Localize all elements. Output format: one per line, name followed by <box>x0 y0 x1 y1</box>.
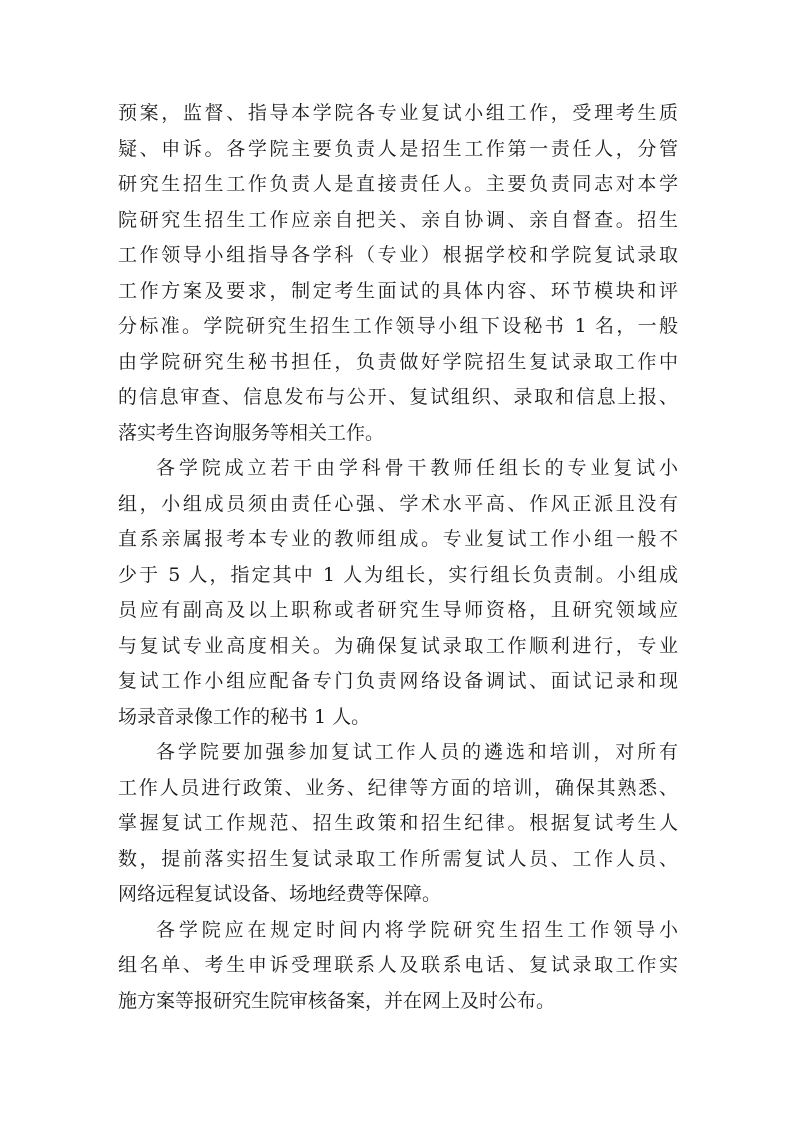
text-line: 工作人员进行政策、业务、纪律等方面的培训，确保其熟悉、 <box>118 776 678 799</box>
text-line: 各学院应在规定时间内将学院研究生招生工作领导小 <box>156 918 678 941</box>
paragraph-3 <box>118 735 678 913</box>
text-line: 各学院要加强参加复试工作人员的遴选和培训，对所有 <box>156 741 678 763</box>
text-line: 少于 5 人，指定其中 1 人为组长，实行组长负责制。小组成 <box>118 563 678 586</box>
text-line: 疑、申诉。各学院主要负责人是招生工作第一责任人，分管 <box>118 137 678 160</box>
text-line: 预案，监督、指导本学院各专业复试小组工作，受理考生质 <box>118 102 678 124</box>
text-line: 分标准。学院研究生招生工作领导小组下设秘书 1 名，一般 <box>118 315 678 337</box>
text-line: 研究生招生工作负责人是直接责任人。主要负责同志对本学 <box>118 173 678 195</box>
text-line: 工作领导小组指导各学科（专业）根据学校和学院复试录取 <box>118 244 678 266</box>
text-line: 员应有副高及以上职称或者研究生导师资格，且研究领域应 <box>118 599 678 621</box>
text-line: 与复试专业高度相关。为确保复试录取工作顺利进行，专业 <box>118 634 678 657</box>
paragraph-4 <box>118 913 678 1020</box>
text-line: 由学院研究生秘书担任，负责做好学院招生复试录取工作中 <box>118 350 678 373</box>
text-line: 组，小组成员须由责任心强、学术水平高、作风正派且没有 <box>118 492 678 515</box>
text-line: 院研究生招生工作应亲自把关、亲自协调、亲自督查。招生 <box>118 208 678 231</box>
document-body <box>118 96 678 1019</box>
text-line: 网络远程复试设备、场地经费等保障。 <box>118 883 442 905</box>
text-line: 直系亲属报考本专业的教师组成。专业复试工作小组一般不 <box>118 528 678 550</box>
text-line: 场录音录像工作的秘书 1 人。 <box>118 705 371 728</box>
paragraph-1 <box>118 96 678 451</box>
text-line: 数，提前落实招生复试录取工作所需复试人员、工作人员、 <box>118 847 678 870</box>
text-line: 施方案等报研究生院审核备案，并在网上及时公布。 <box>118 989 556 1012</box>
text-line: 的信息审查、信息发布与公开、复试组织、录取和信息上报、 <box>118 386 678 408</box>
text-line: 落实考生咨询服务等相关工作。 <box>118 421 385 444</box>
text-line: 工作方案及要求，制定考生面试的具体内容、环节模块和评 <box>118 279 678 302</box>
text-line: 复试工作小组应配备专门负责网络设备调试、面试记录和现 <box>118 670 678 692</box>
paragraph-2 <box>118 451 678 735</box>
text-line: 掌握复试工作规范、招生政策和招生纪律。根据复试考生人 <box>118 812 678 834</box>
text-line: 各学院成立若干由学科骨干教师任组长的专业复试小 <box>156 457 678 479</box>
text-line: 组名单、考生申诉受理联系人及联系电话、复试录取工作实 <box>118 954 678 976</box>
